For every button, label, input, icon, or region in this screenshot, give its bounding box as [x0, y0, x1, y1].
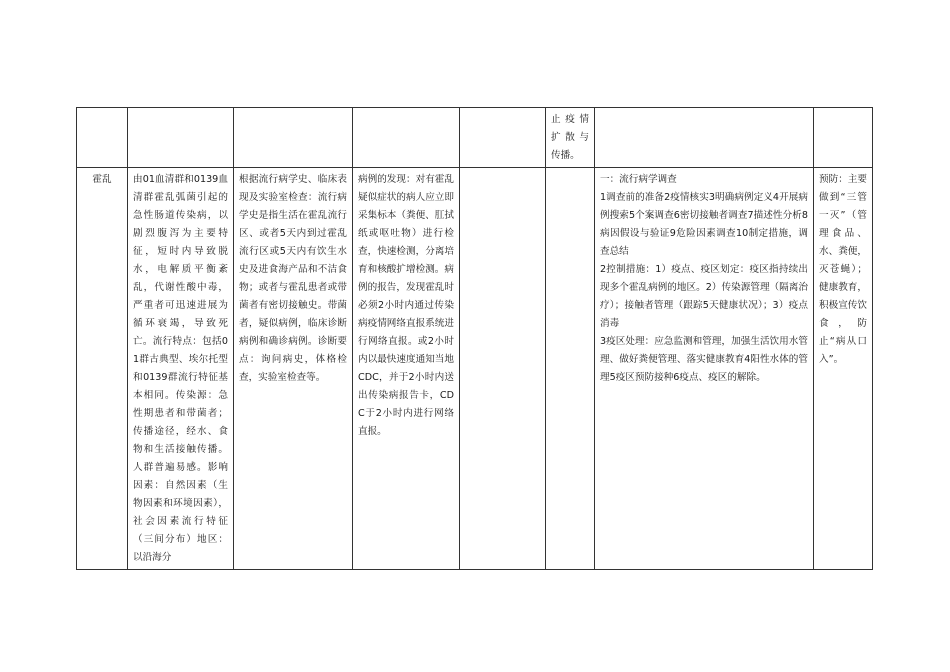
cell-discovery-cont — [353, 108, 460, 168]
cell-diagnosis: 根据流行病学史、临床表现及实验室检查：流行病学史是指生活在霍乱流行区、或者5天内到过霍乱流行区或5天内有饮生水史及进食海产品和不洁食物；或者与霍乱患者或带菌者有密切接触史。带菌者，疑似病例，临床诊断病例和确诊病例。诊断要点：询问病史，体格检查，实验室检查等。 — [234, 168, 353, 570]
disease-control-table — [76, 107, 873, 570]
cell-disease-cont — [77, 108, 128, 168]
table-row — [77, 168, 873, 570]
cell-diagnosis-cont — [234, 108, 353, 168]
cell-prevention: 预防：主要做到“三管一灭”（管理食品、水、粪便，灭苍蝇）；健康教育，积极宣传饮食，防止“病从口入”。 — [814, 168, 873, 570]
table-row — [77, 108, 873, 168]
cell-col5-cont — [460, 108, 546, 168]
cell-col5 — [460, 168, 546, 570]
cell-overview: 由01血清群和0139血清群霍乱弧菌引起的急性肠道传染病，以剧烈腹泻为主要特征，短时内导致脱水，电解质平衡紊乱，代谢性酸中毒，严重者可迅速进展为循环衰竭，导致死亡。流行特点：包括01群古典型、埃尔托型和0139群流行特征基本相同。传染源：急性期患者和带菌者；传播途径，经水、食物和生活接触传播。人群普遍易感。影响因素：自然因素（生物因素和环境因素），社会因素流行特征（三间分布）地区：以沿海分 — [128, 168, 234, 570]
cell-response-cont — [595, 108, 814, 168]
cell-overview-cont — [128, 108, 234, 168]
cell-response-measures: 一：流行病学调查 1调查前的准备2疫情核实3明确病例定义4开展病例搜索5个案调查6密切接触者调查7描述性分析8病因假设与验证9危险因素调查10制定措施，调查总结 2控制措施：1）疫点、疫区划定：疫区指持续出现多个霍乱病例的地区。2）传染源管理（隔离治疗）；接触者管理（跟踪5天健康状况）；3）疫点消毒 3疫区处理：应急监测和管理，加强生活饮用水管理、做好粪便管理、落实健康教育4阳性水体的管理5疫区预防接种6疫点、疫区的解除。 — [595, 168, 814, 570]
cell-disease-name: 霍乱 — [77, 168, 128, 570]
cell-col6-cont: 止疫情扩散与传播。 — [546, 108, 595, 168]
cell-col6 — [546, 168, 595, 570]
cell-prevention-cont — [814, 108, 873, 168]
cell-discovery-report: 病例的发现：对有霍乱疑似症状的病人应立即采集标本（粪便、肛拭纸或呕吐物）进行检查，快速检测，分离培育和核酸扩增检测。病例的报告，发现霍乱时必须2小时内通过传染病疫情网络直报系统进行网络直报。或2小时内以最快速度通知当地CDC，并于2小时内送出传染病报告卡，CDC于2小时内进行网络直报。 — [353, 168, 460, 570]
